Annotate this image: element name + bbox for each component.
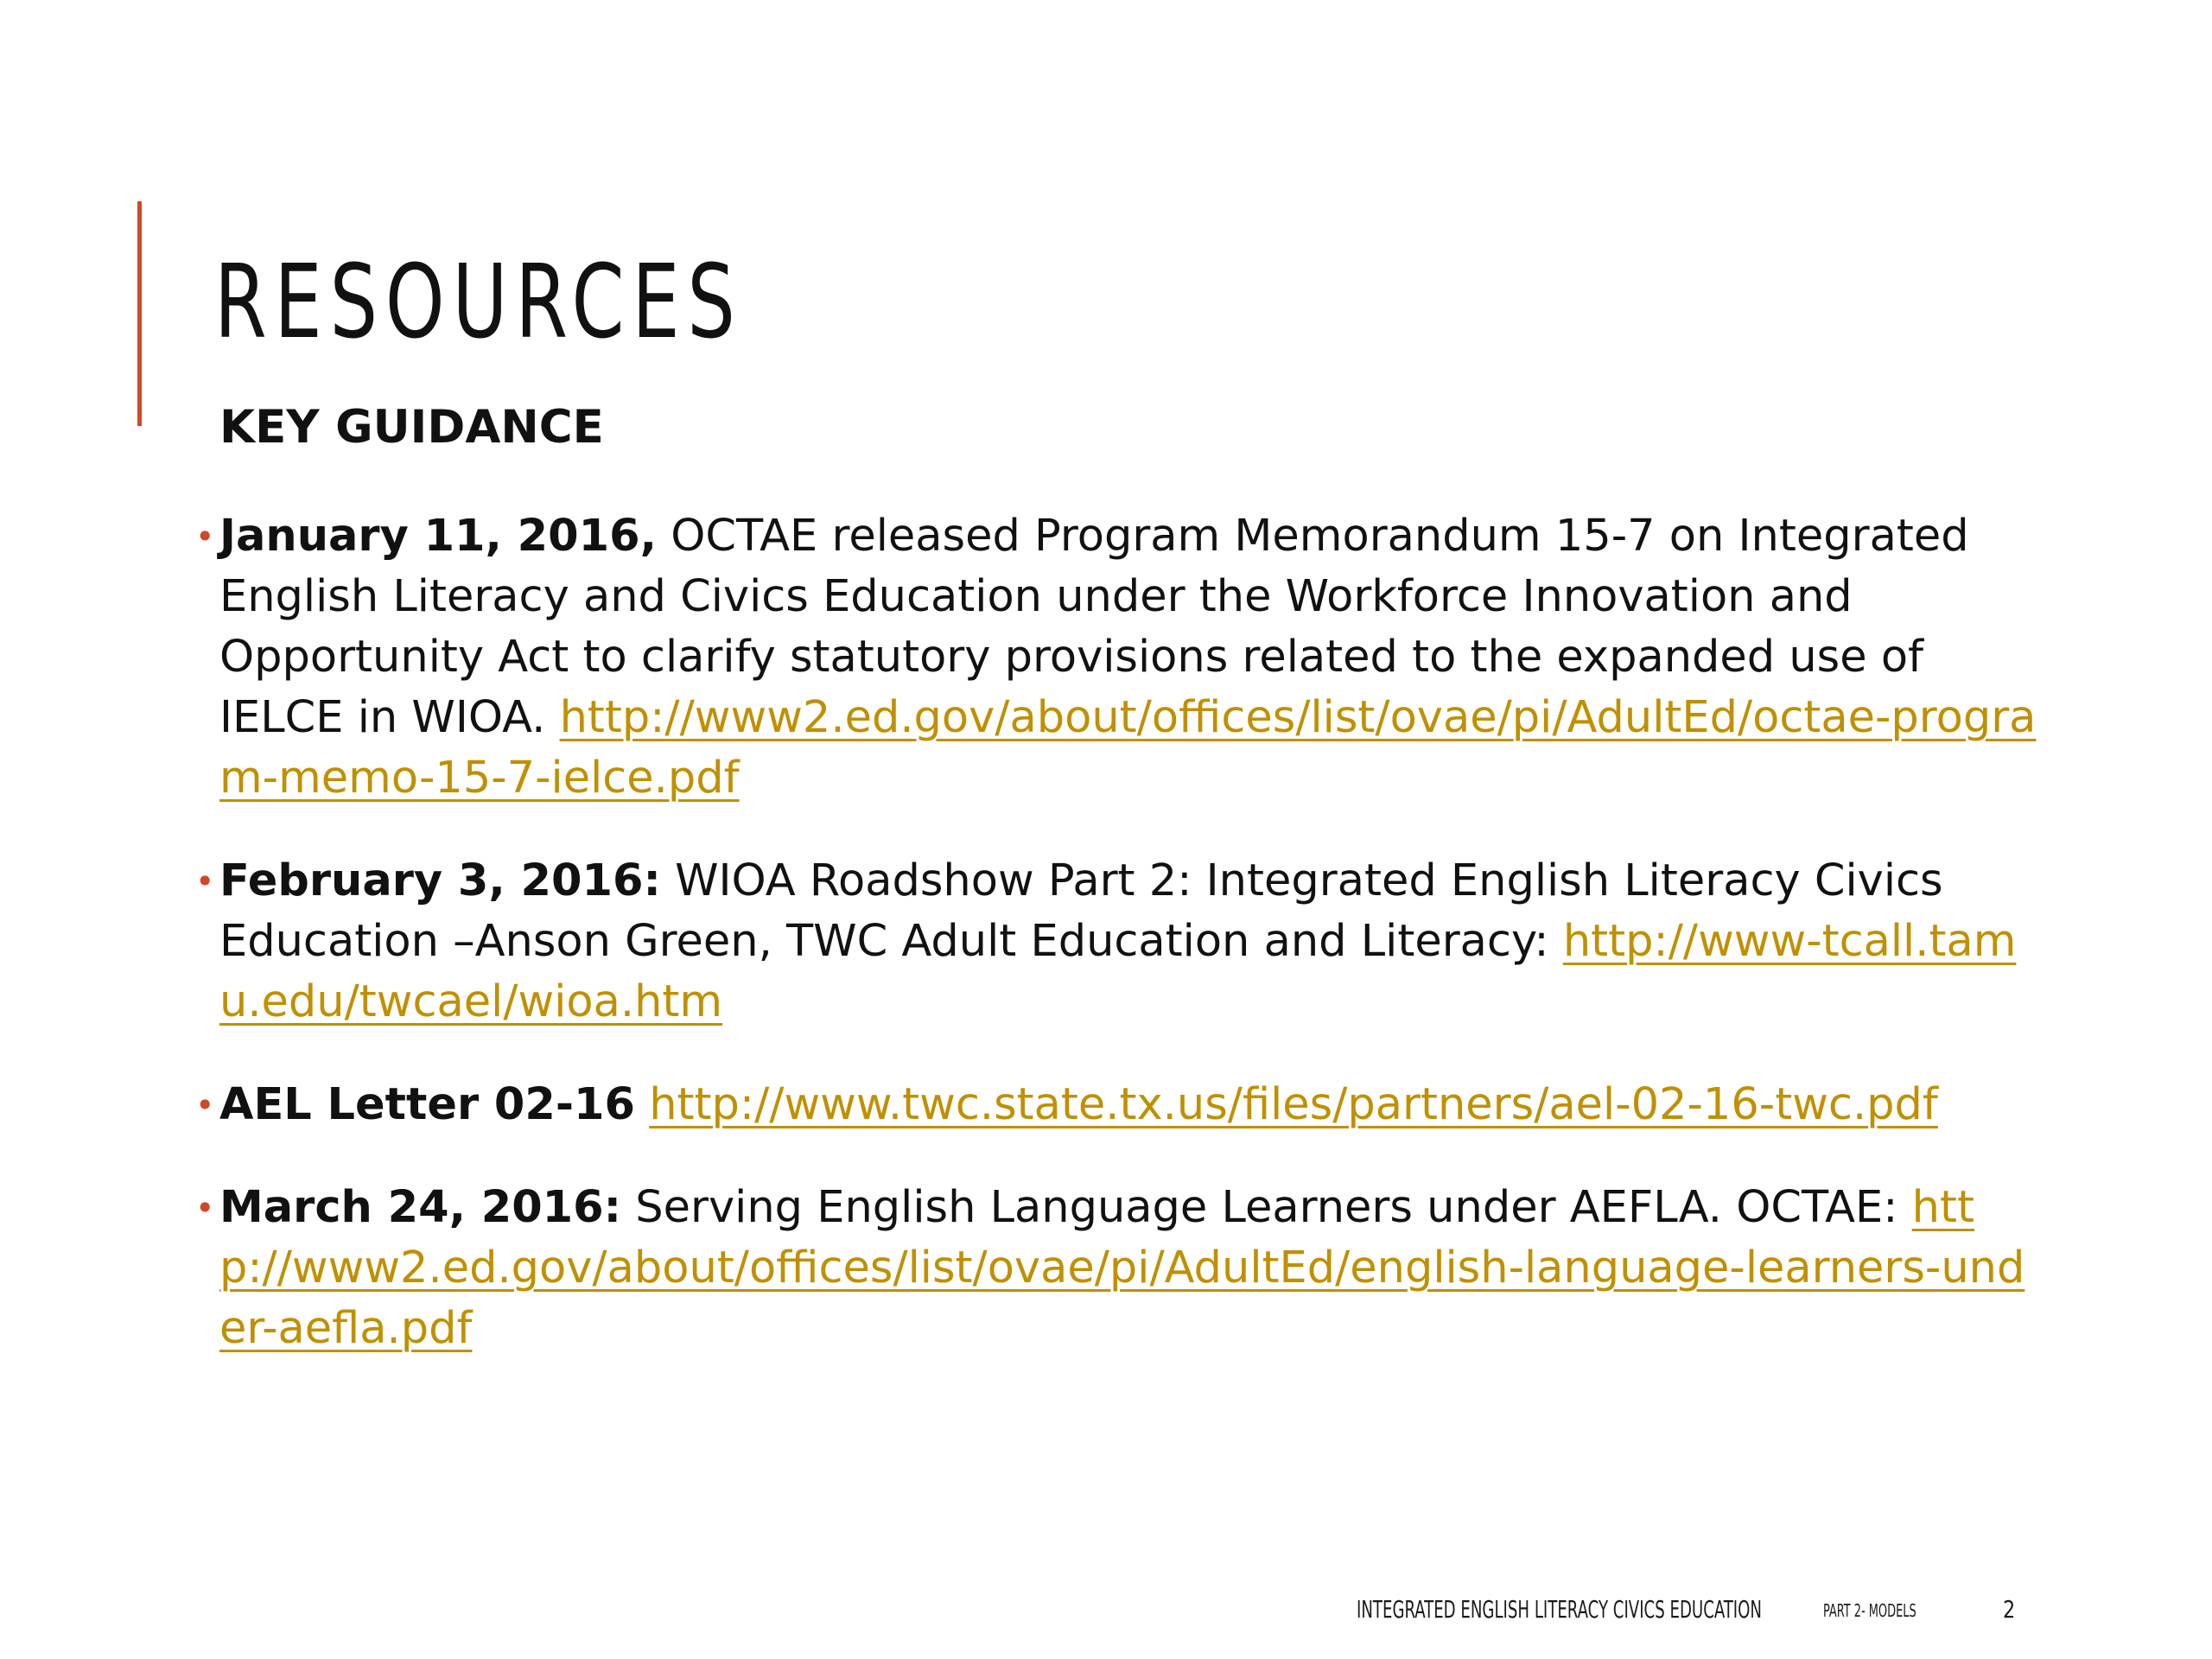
- item-title: AEL Letter 02-16: [219, 1079, 636, 1130]
- bullet-icon: •: [195, 1189, 215, 1227]
- ell-aefla-link[interactable]: http://www2.ed.gov/about/offices/list/ovae/pi/AdultEd/english-language-learners-under-aefla.pdf: [219, 1182, 2025, 1354]
- title-accent-bar: [137, 201, 142, 426]
- list-item-ael-letter: [195, 1075, 2044, 1135]
- item-text: [635, 1079, 649, 1130]
- slide-footer: [1357, 1595, 1919, 1624]
- bullet-icon: •: [195, 862, 215, 900]
- item-text: WIOA Roadshow Part 2: Integrated English Literacy Civics Education –Anson Green, TWC Adult Education and Literacy:: [219, 855, 1943, 967]
- roadshow-link[interactable]: http://www-tcall.tamu.edu/twcael/wioa.htm: [219, 916, 2017, 1027]
- list-item-roadshow: [195, 851, 2044, 1033]
- slide-subtitle: KEY GUIDANCE: [219, 401, 604, 454]
- footer-subtitle: PART 2- MODELS: [1823, 1600, 1916, 1621]
- list-item-ielce-memo: [195, 506, 2044, 809]
- ielce-memo-link[interactable]: http://www2.ed.gov/about/offices/list/ovae/pi/AdultEd/octae-program-memo-15-7-ielce.pdf: [219, 692, 2037, 804]
- item-text: Serving English Language Learners under AEFLA. OCTAE:: [621, 1182, 1912, 1233]
- page-number: 2: [2003, 1595, 2016, 1624]
- resource-list: [195, 506, 2044, 1359]
- item-date: February 3, 2016:: [219, 855, 661, 906]
- list-item-ell-aefla: [195, 1178, 2044, 1359]
- slide-title: RESOURCES: [214, 242, 743, 361]
- item-text: OCTAE released Program Memorandum 15-7 on Integrated English Literacy and Civics Education under the Workforce Innovation and Opportunity Act to clarify statutory provisions related to the expanded use of IELCE in WIOA.: [219, 511, 1969, 743]
- item-date: March 24, 2016:: [219, 1182, 622, 1233]
- bullet-icon: •: [195, 1086, 215, 1124]
- item-date: January 11, 2016,: [219, 511, 657, 562]
- ael-letter-link[interactable]: http://www.twc.state.tx.us/files/partners/ael-02-16-twc.pdf: [649, 1079, 1938, 1130]
- bullet-icon: •: [195, 518, 215, 556]
- footer-title: INTEGRATED ENGLISH LITERACY CIVICS EDUCATION: [1357, 1595, 1762, 1624]
